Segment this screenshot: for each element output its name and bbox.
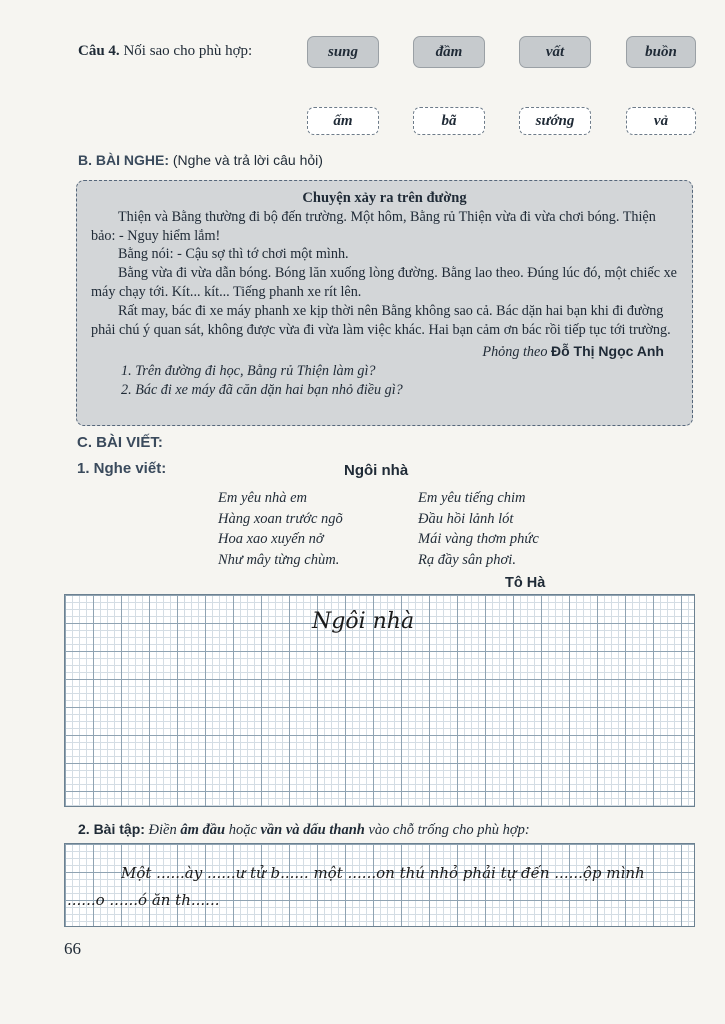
section-b-heading — [78, 152, 323, 170]
match-word-dam[interactable]: đầm — [413, 36, 485, 68]
exercise-grid[interactable] — [64, 843, 695, 927]
story-paragraph: Thiện và Bằng thường đi bộ đến trường. Một hôm, Bằng rủ Thiện vừa đi vừa chơi bóng. Thiện bảo: - Nguy hiểm lắm! — [91, 208, 656, 244]
section-c-heading: C. BÀI VIẾT: — [77, 434, 163, 451]
story-paragraph: Rất may, bác đi xe máy phanh xe kịp thời nên Bằng không sao cả. Bác dặn hai bạn khi đi đường phải chú ý quan sát, không được vừa đi vừa làm việc khác. Hai bạn cảm ơn bác rồi tiếp tục tới trường. — [91, 302, 671, 338]
poem-author: Tô Hà — [505, 575, 546, 591]
page-number: 66 — [64, 939, 81, 958]
match-word-vat[interactable]: vất — [519, 36, 591, 68]
match-word-ba[interactable]: bã — [413, 107, 485, 135]
handwritten-title: Ngôi nhà — [312, 609, 415, 634]
poem-line: Rạ đầy sân phơi. — [418, 551, 516, 568]
story-question: 2. Bác đi xe máy đã căn dặn hai bạn nhỏ điều gì? — [121, 381, 403, 398]
exercise-line-1: Một ......ày ......ư tử b...... một ......on thú nhỏ phải tự đến ......ộp mình — [121, 864, 645, 882]
poem-left-column — [218, 488, 343, 570]
poem-line: Mái vàng thơm phức — [418, 531, 539, 547]
poem-line: Như mây từng chùm. — [218, 551, 340, 568]
poem-line: Em yêu tiếng chim — [418, 490, 526, 506]
section-b-heading-bold: B. BÀI NGHE: — [78, 152, 169, 168]
bai-tap-prefix: Điền — [148, 822, 177, 838]
nghe-viet-label: 1. Nghe viết: — [77, 460, 167, 477]
story-source-author: Đỗ Thị Ngọc Anh — [550, 343, 664, 360]
bai-tap-label: 2. Bài tập: — [78, 821, 145, 837]
story-question: 1. Trên đường đi học, Bằng rủ Thiện làm gì? — [121, 363, 376, 380]
bai-tap-mid: hoặc — [228, 822, 257, 838]
poem-title: Ngôi nhà — [344, 462, 409, 479]
match-word-buon[interactable]: buồn — [626, 36, 696, 68]
poem-right-column — [418, 488, 539, 570]
story-title: Chuyện xảy ra trên đường — [302, 190, 467, 206]
story-paragraph: Bằng vừa đi vừa dẫn bóng. Bóng lăn xuống lòng đường. Bằng lao theo. Đúng lúc đó, một chiếc xe máy chạy tới. Kít... kít... Tiếng phanh xe rít lên. — [91, 265, 677, 300]
poem-line: Đầu hồi lảnh lót — [418, 510, 514, 527]
bai-tap-instruction — [78, 821, 530, 839]
story-source-prefix: Phỏng theo — [482, 344, 548, 361]
poem-line: Hàng xoan trước ngõ — [218, 510, 343, 527]
bai-tap-suffix: vào chỗ trống cho phù hợp: — [368, 822, 530, 838]
exercise-line-2: ......o ......ó ăn th...... — [67, 891, 220, 909]
section-b-heading-rest: (Nghe và trả lời câu hỏi) — [169, 152, 323, 168]
bai-tap-term2: vần và dấu thanh — [260, 822, 365, 838]
match-word-am[interactable]: ấm — [307, 107, 379, 135]
cau4-label-rest: Nối sao cho phù hợp: — [119, 43, 253, 59]
cau4-label-bold: Câu 4. — [78, 43, 120, 59]
bai-tap-term1: âm đầu — [180, 822, 226, 838]
story-source — [91, 342, 678, 362]
story-paragraph: Bằng nói: - Cậu sợ thì tớ chơi một mình. — [118, 246, 349, 263]
poem-line: Em yêu nhà em — [218, 490, 307, 506]
cau4-label — [78, 43, 252, 60]
match-word-va[interactable]: vả — [626, 107, 696, 135]
poem-line: Hoa xao xuyến nở — [218, 531, 324, 547]
story-box — [76, 180, 693, 426]
match-word-sung[interactable]: sung — [307, 36, 379, 68]
match-word-suong[interactable]: sướng — [519, 107, 591, 135]
writing-grid[interactable] — [64, 594, 695, 807]
